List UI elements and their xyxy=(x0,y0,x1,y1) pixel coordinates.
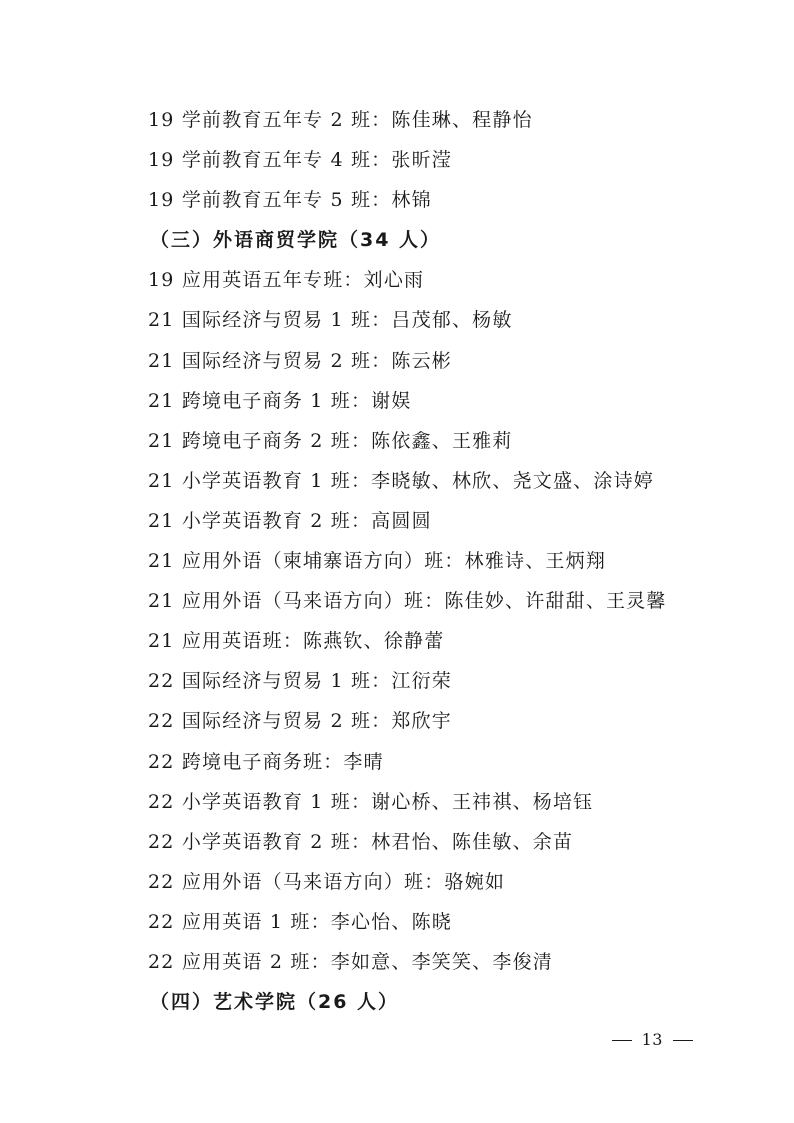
list-item: 21 国际经济与贸易 1 班：吕茂郁、杨敏 xyxy=(148,309,513,332)
page-number xyxy=(608,1030,697,1049)
list-item: 22 小学英语教育 2 班：林君怡、陈佳敏、余苗 xyxy=(148,830,574,853)
list-item: 19 学前教育五年专 4 班：张昕滢 xyxy=(148,149,452,172)
list-item: 22 国际经济与贸易 1 班：江衍荣 xyxy=(148,670,452,693)
list-item: 21 国际经济与贸易 2 班：陈云彬 xyxy=(148,349,452,372)
list-item: 21 小学英语教育 2 班：高圆圆 xyxy=(148,509,432,532)
list-item: 21 跨境电子商务 1 班：谢娱 xyxy=(148,389,412,412)
list-item: 22 国际经济与贸易 2 班：郑欣宇 xyxy=(148,710,452,733)
dash-right xyxy=(673,1040,693,1042)
dash-left xyxy=(612,1040,632,1042)
section-heading: （三）外语商贸学院（34 人） xyxy=(150,229,442,252)
document-body xyxy=(148,104,748,1026)
list-item: 21 跨境电子商务 2 班：陈依鑫、王雅莉 xyxy=(148,429,513,452)
list-item: 21 应用外语（柬埔寨语方向）班：林雅诗、王炳翔 xyxy=(148,550,607,573)
section-heading: （四）艺术学院（26 人） xyxy=(150,991,400,1014)
list-item: 19 学前教育五年专 2 班：陈佳琳、程静怡 xyxy=(148,109,533,131)
list-item: 21 应用外语（马来语方向）班：陈佳妙、许甜甜、王灵馨 xyxy=(148,590,667,613)
list-item: 19 应用英语五年专班：刘心雨 xyxy=(148,269,425,292)
list-item: 22 应用英语 2 班：李如意、李笑笑、李俊清 xyxy=(148,950,553,973)
list-item: 19 学前教育五年专 5 班：林锦 xyxy=(148,189,432,212)
list-item: 22 跨境电子商务班：李晴 xyxy=(148,750,384,773)
page-number-value: 13 xyxy=(641,1030,663,1049)
list-item: 22 小学英语教育 1 班：谢心桥、王祎祺、杨培钰 xyxy=(148,790,594,813)
list-item: 21 应用英语班：陈燕钦、徐静蕾 xyxy=(148,630,445,653)
list-item: 22 应用英语 1 班：李心怡、陈晓 xyxy=(148,910,452,933)
list-item: 21 小学英语教育 1 班：李晓敏、林欣、尧文盛、涂诗婷 xyxy=(148,469,654,492)
list-item: 22 应用外语（马来语方向）班：骆婉如 xyxy=(148,870,506,893)
